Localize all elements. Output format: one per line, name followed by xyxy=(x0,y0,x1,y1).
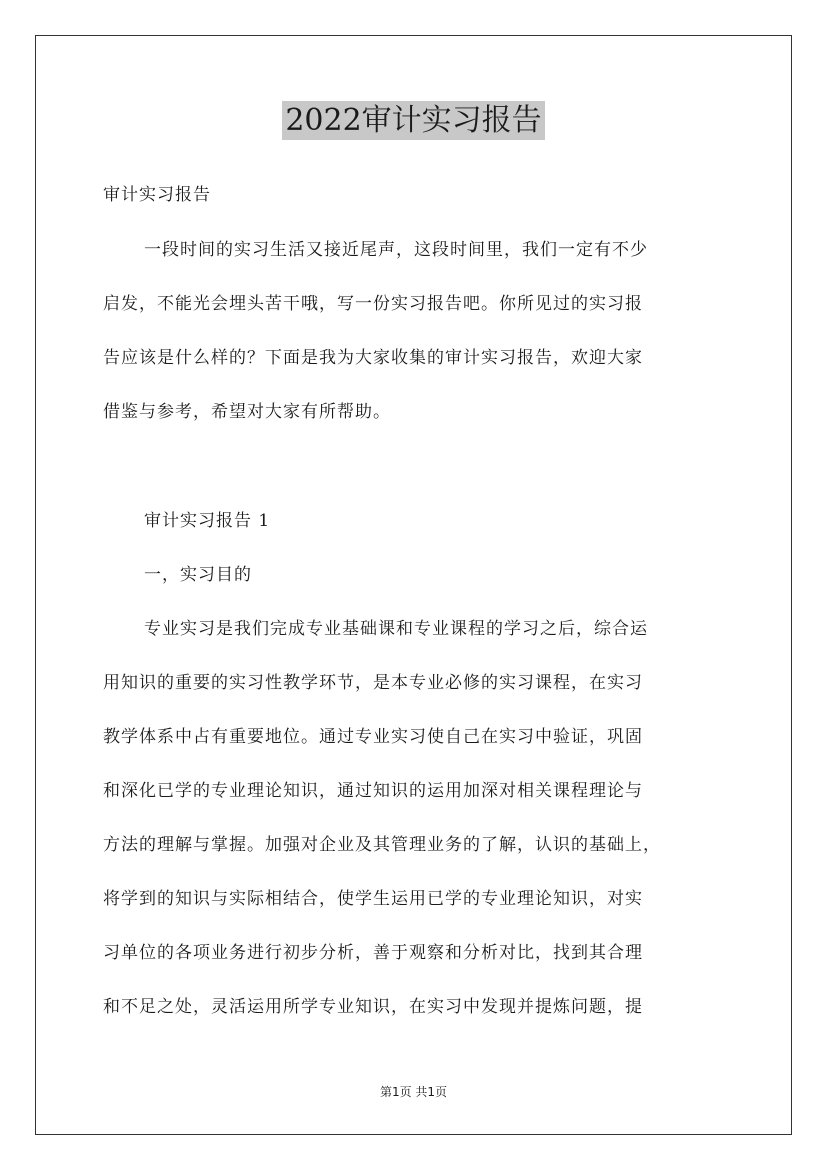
intro-line: 告应该是什么样的？下面是我为大家收集的审计实习报告，欢迎大家 xyxy=(103,348,643,368)
body-line: 方法的理解与掌握。加强对企业及其管理业务的了解，认识的基础上， xyxy=(103,835,661,855)
document-subtitle: 审计实习报告 xyxy=(103,185,211,205)
page-footer: 第1页 共1页 xyxy=(379,1085,448,1099)
intro-line: 启发，不能光会埋头苦干哦，写一份实习报告吧。你所见过的实习报 xyxy=(103,294,643,314)
body-line: 教学体系中占有重要地位。通过专业实习使自己在实习中验证，巩固 xyxy=(103,727,643,747)
intro-line: 一段时间的实习生活又接近尾声，这段时间里，我们一定有不少 xyxy=(144,240,648,260)
body-line: 专业实习是我们完成专业基础课和专业课程的学习之后，综合运 xyxy=(144,619,648,639)
intro-line: 借鉴与参考，希望对大家有所帮助。 xyxy=(103,402,391,422)
body-line: 将学到的知识与实际相结合，使学生运用已学的专业理论知识，对实 xyxy=(103,889,643,909)
document-title: 2022审计实习报告 xyxy=(0,98,827,144)
sub-heading: 一，实习目的 xyxy=(144,565,252,585)
body-line: 习单位的各项业务进行初步分析，善于观察和分析对比，找到其合理 xyxy=(103,943,643,963)
body-line: 和深化已学的专业理论知识，通过知识的运用加深对相关课程理论与 xyxy=(103,781,643,801)
body-line: 用知识的重要的实习性教学环节，是本专业必修的实习课程，在实习 xyxy=(103,673,643,693)
section-heading: 审计实习报告 1 xyxy=(144,511,271,531)
body-line: 和不足之处，灵活运用所学专业知识，在实习中发现并提炼问题，提 xyxy=(103,997,643,1017)
